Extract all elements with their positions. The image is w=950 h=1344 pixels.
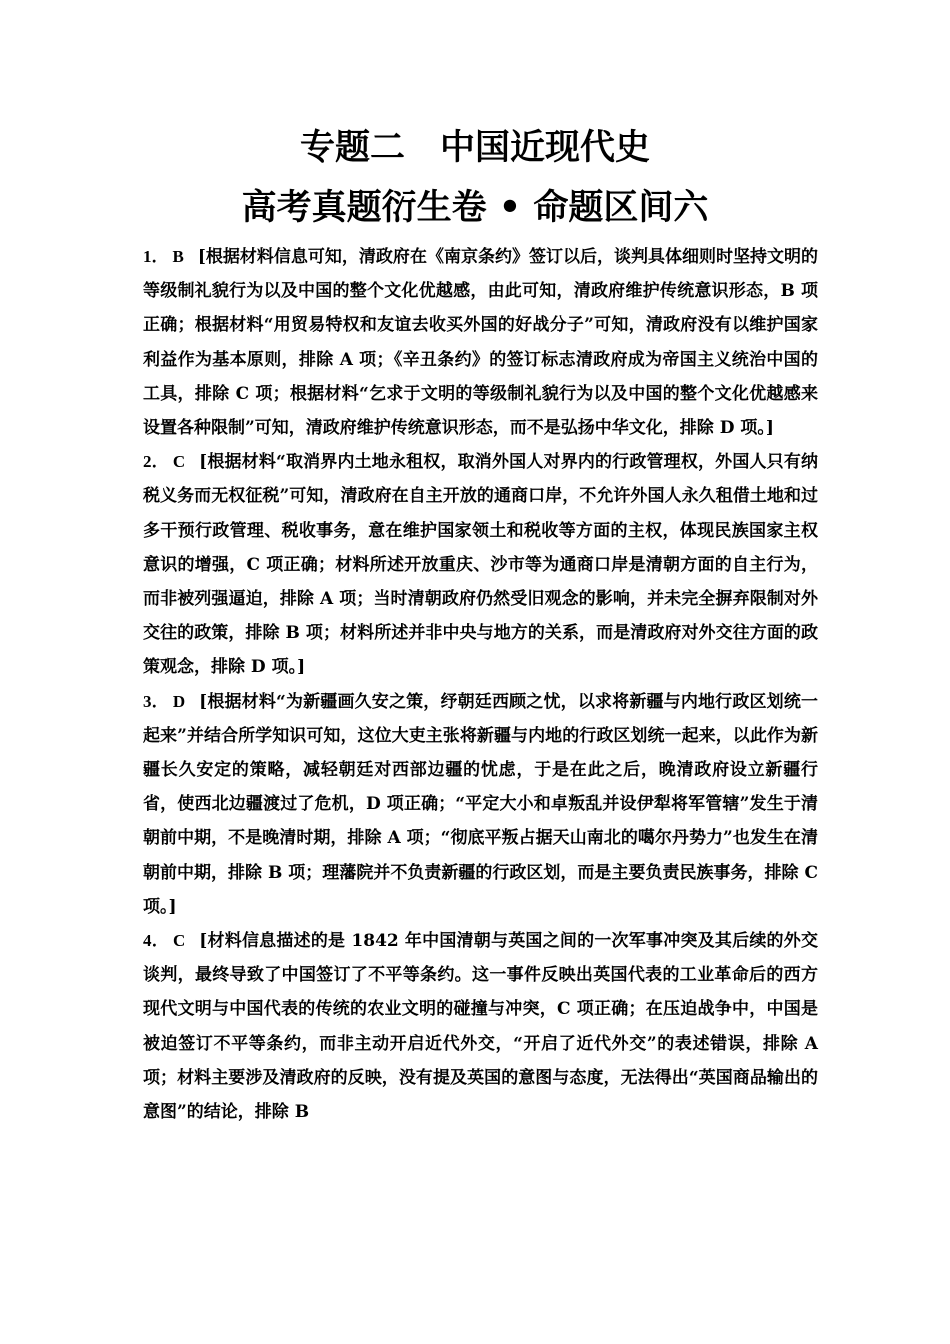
answer-number: 2． <box>143 452 169 472</box>
answer-explanation: [根据材料“为新疆画久安之策，纾朝廷西顾之忧，以求将新疆与内地行政区划统一起来”并结合所学知识可知，这位大吏主张将新疆与内地的行政区划统一起来，以此作为新疆长久安定的策略，减轻朝廷对西部边疆的忧虑，于是在此之后，晚清政府设立新疆行省，使西北边疆渡过了危机，D 项正确；“平定大小和卓叛乱并设伊犁将军管辖”发生于清朝前中期，不是晚清时期，排除 A 项；“彻底平叛占据天山南北的噶尔丹势力”也发生在清朝前中期，排除 B 项；理藩院并不负责新疆的行政区划，而是主要负责民族事务，排除 C 项。] <box>143 691 818 917</box>
answer-number: 3． <box>143 691 169 711</box>
answer-number: 4． <box>143 931 169 951</box>
answer-explanation: [根据材料信息可知，清政府在《南京条约》签订以后，谈判具体细则时坚持文明的等级制礼貌行为以及中国的整个文化优越感，由此可知，清政府维护传统意识形态，B 项正确；根据材料“用贸易特权和友谊去收买外国的好战分子”可知，清政府没有以维护国家利益作为基本原则，排除 A 项；《辛丑条约》的签订标志清政府成为帝国主义统治中国的工具，排除 C 项；根据材料“乞求于文明的等级制礼貌行为以及中国的整个文化优越感来设置各种限制”可知，清政府维护传统意识形态，而不是弘扬中华文化，排除 D 项。] <box>143 247 819 439</box>
answer-choice: C <box>172 931 186 951</box>
answer-item <box>143 240 818 445</box>
answer-choice: B <box>172 247 184 266</box>
answer-item <box>143 924 818 1129</box>
answer-item <box>143 445 818 684</box>
answer-list <box>143 240 818 1129</box>
answer-item <box>143 685 818 924</box>
document-title: 专题二 中国近现代史 <box>299 128 650 168</box>
document-subtitle: 高考真题衍生卷 • 命题区间六 <box>241 188 709 228</box>
answer-choice: D <box>172 691 186 711</box>
answer-choice: C <box>172 452 186 472</box>
answer-explanation: [根据材料“取消界内土地永租权，取消外国人对界内的行政管理权，外国人只有纳税义务而无权征税”可知，清政府在自主开放的通商口岸，不允许外国人永久租借土地和过多干预行政管理、税收事务，意在维护国家领土和税收等方面的主权，体现民族国家主权意识的增强，C 项正确；材料所述开放重庆、沙市等为通商口岸是清朝方面的自主行为，而非被列强逼迫，排除 A 项；当时清朝政府仍然受旧观念的影响，并未完全摒弃限制对外交往的政策，排除 B 项；材料所述并非中央与地方的关系，而是清政府对外交往方面的政策观念，排除 D 项。] <box>143 452 818 678</box>
answer-number: 1． <box>143 247 169 266</box>
answer-explanation: [材料信息描述的是 1842 年中国清朝与英国之间的一次军事冲突及其后续的外交谈判，最终导致了中国签订了不平等条约。这一事件反映出英国代表的工业革命后的西方现代文明与中国代表的传统的农业文明的碰撞与冲突，C 项正确；在压迫战争中，中国是被迫签订不平等条约，而非主动开启近代外交，“开启了近代外交”的表述错误，排除 A 项；材料主要涉及清政府的反映，没有提及英国的意图与态度，无法得出“英国商品输出的意图”的结论，排除 B <box>143 931 818 1123</box>
